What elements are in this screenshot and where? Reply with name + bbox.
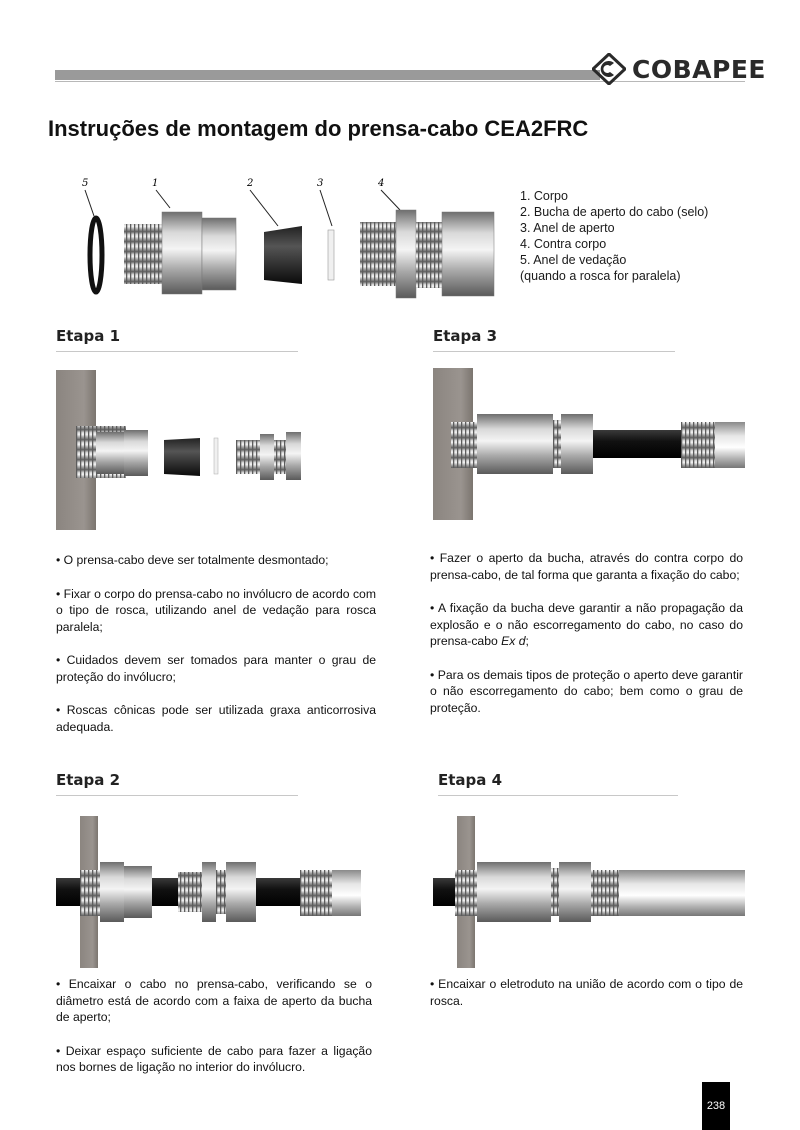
step-1-text bbox=[56, 552, 376, 752]
step-3-illustration bbox=[433, 368, 745, 520]
part-label: 2 bbox=[247, 178, 254, 189]
step-1-bullet: • Cuidados devem ser tomados para manter o grau de proteção do invólucro; bbox=[56, 653, 376, 684]
step-3-bullet-italic: • A fixação da bucha deve garantir a não propagação da explosão e o não escorregamento do cabo, no caso do prensa-cabo Ex d; bbox=[430, 601, 743, 648]
step-4-text bbox=[430, 976, 743, 1026]
step-2-bullet: • Encaixar o cabo no prensa-cabo, verificando se o diâmetro está de acordo com a faixa de aperto da bucha de aperto; bbox=[56, 977, 372, 1024]
nut-assembly-shape bbox=[360, 210, 494, 298]
part-label: 5 bbox=[82, 178, 89, 189]
step-1-heading: Etapa 1 bbox=[56, 327, 298, 352]
body-part-shape bbox=[124, 212, 236, 294]
part-label: 4 bbox=[378, 178, 385, 189]
parts-legend-item: 3. Anel de aperto bbox=[520, 221, 615, 235]
parts-exploded-illustration bbox=[70, 172, 510, 302]
header-bar bbox=[55, 70, 600, 80]
brand-logo bbox=[592, 53, 766, 85]
step-1-illustration bbox=[56, 370, 301, 530]
o-ring-shape bbox=[90, 218, 102, 292]
cobapee-logo-icon bbox=[592, 53, 626, 85]
leader-lines bbox=[85, 190, 400, 226]
step-3-heading: Etapa 3 bbox=[433, 327, 675, 352]
parts-legend bbox=[520, 188, 708, 284]
step-3-bullet: • Para os demais tipos de proteção o aperto deve garantir o não escorregamento do cabo; bem como o grau de proteção. bbox=[430, 667, 743, 715]
part-label: 1 bbox=[152, 178, 159, 189]
parts-legend-item: (quando a rosca for paralela) bbox=[520, 269, 681, 283]
step-3-bullet: • Fazer o aperto da bucha, através do contra corpo do prensa-cabo, de tal forma que garanta a fixação do cabo; bbox=[430, 551, 743, 582]
step-2-text bbox=[56, 976, 372, 1093]
part-label: 3 bbox=[317, 178, 324, 189]
step-2-illustration bbox=[56, 816, 361, 968]
page-title: Instruções de montagem do prensa-cabo CEA2FRC bbox=[48, 116, 589, 141]
clamp-ring-shape bbox=[328, 230, 334, 280]
step-4-bullet: • Encaixar o eletroduto na união de acordo com o tipo de rosca. bbox=[430, 977, 743, 1008]
parts-legend-item: 4. Contra corpo bbox=[520, 237, 607, 251]
step-4-heading: Etapa 4 bbox=[438, 771, 678, 796]
seal-bushing-shape bbox=[264, 226, 302, 284]
step-2-heading: Etapa 2 bbox=[56, 771, 298, 796]
step-4-illustration bbox=[433, 816, 745, 968]
parts-legend-item: 2. Bucha de aperto do cabo (selo) bbox=[520, 205, 709, 219]
brand-name: COBAPEE bbox=[632, 54, 766, 84]
step-1-bullet: • O prensa-cabo deve ser totalmente desmontado; bbox=[56, 553, 329, 567]
parts-legend-item: 1. Corpo bbox=[520, 189, 568, 203]
step-2-bullet: • Deixar espaço suficiente de cabo para fazer a ligação nos bornes de ligação no interior do invólucro. bbox=[56, 1043, 372, 1074]
step-1-bullet: • Roscas cônicas pode ser utilizada graxa anticorrosiva adequada. bbox=[56, 703, 376, 734]
page-number: 238 bbox=[702, 1082, 730, 1130]
step-3-text bbox=[430, 550, 743, 733]
parts-legend-item: 5. Anel de vedação bbox=[520, 253, 627, 267]
step-1-bullet: • Fixar o corpo do prensa-cabo no invólucro de acordo com o tipo de rosca, utilizando anel de vedação para rosca paralela; bbox=[56, 586, 376, 634]
